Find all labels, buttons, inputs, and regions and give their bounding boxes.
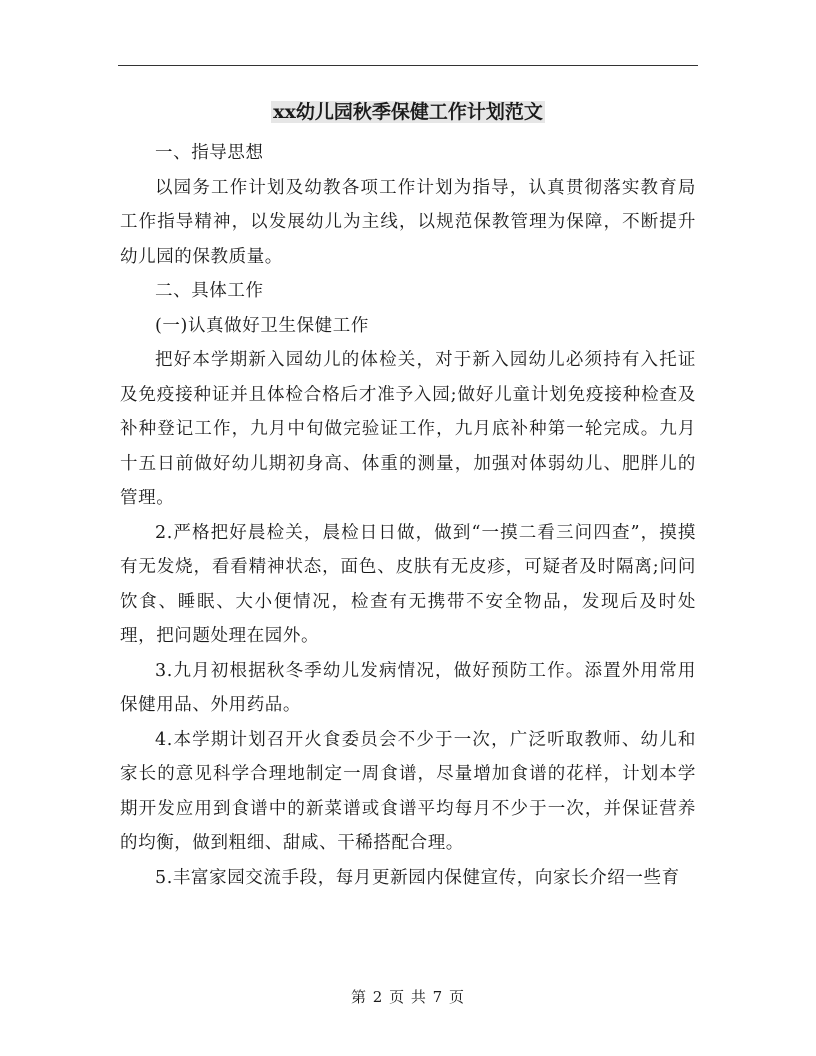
paragraph-item-1: 把好本学期新入园幼儿的体检关，对于新入园幼儿必须持有入托证及免疫接种证并且体检合格后才准予入园;做好儿童计划免疫接种检查及补种登记工作，九月中旬做完验证工作，九月底补种第一轮完成。九月十五日前做好幼儿期初身高、体重的测量，加强对体弱幼儿、肥胖儿的管理。 xyxy=(120,350,696,508)
document-body xyxy=(120,136,696,895)
paragraph-item-2: 2.严格把好晨检关，晨检日日做，做到“一摸二看三问四查”，摸摸有无发烧，看看精神状态，面色、皮肤有无皮疹，可疑者及时隔离;问问饮食、睡眠、大小便情况，检查有无携带不安全物品，发现后及时处理，把问题处理在园外。 xyxy=(120,522,696,646)
paragraph-guiding-thought: 以园务工作计划及幼教各项工作计划为指导，认真贯彻落实教育局工作指导精神，以发展幼儿为主线，以规范保教管理为保障，不断提升幼儿园的保教质量。 xyxy=(120,177,696,267)
document-title-text: xx幼儿园秋季保健工作计划范文 xyxy=(273,101,543,123)
paragraph-item-5: 5.丰富家园交流手段，每月更新园内保健宣传，向家长介绍一些育 xyxy=(155,867,680,888)
document-title xyxy=(0,97,816,127)
section-heading-specific-work: 二、具体工作 xyxy=(155,281,264,301)
subsection-heading-health-care: (一)认真做好卫生保健工作 xyxy=(155,315,369,336)
header-rule xyxy=(118,65,698,66)
paragraph-item-4: 4.本学期计划召开火食委员会不少于一次，广泛听取教师、幼儿和家长的意见科学合理地制定一周食谱，尽量增加食谱的花样，计划本学期开发应用到食谱中的新菜谱或食谱平均每月不少于一次，并保证营养的均衡，做到粗细、甜咸、干稀搭配合理。 xyxy=(120,729,696,853)
paragraph-item-3: 3.九月初根据秋冬季幼儿发病情况，做好预防工作。添置外用常用保健用品、外用药品。 xyxy=(120,660,696,715)
section-heading-guiding-thought: 一、指导思想 xyxy=(155,143,264,163)
page-number: 第 2 页 共 7 页 xyxy=(351,988,465,1006)
